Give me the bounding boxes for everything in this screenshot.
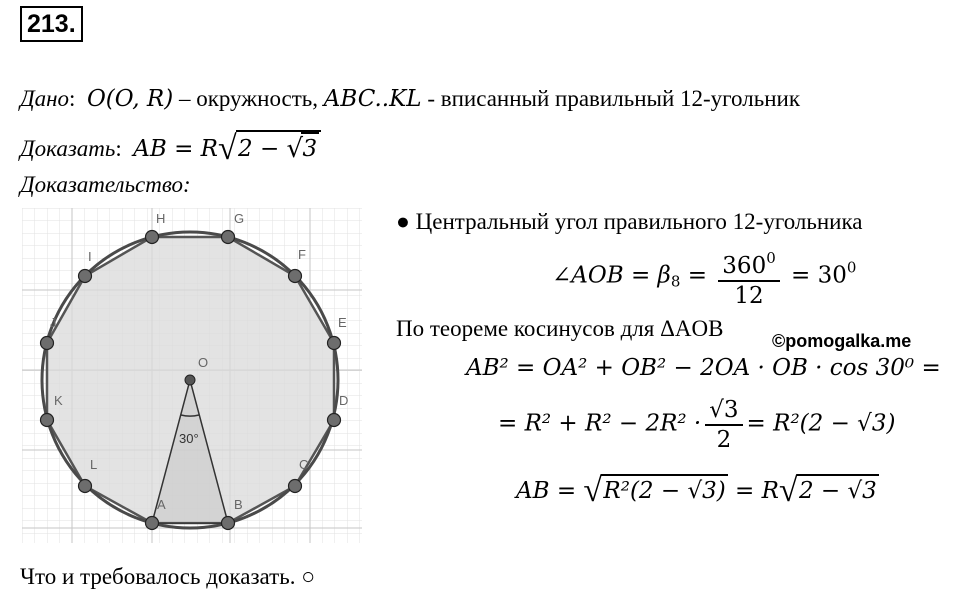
prove-label: Доказать	[20, 136, 116, 161]
vertex-label-d: D	[339, 393, 349, 408]
watermark: ©pomogalka.me	[772, 331, 912, 351]
given-rest: - вписанный правильный 12-угольник	[421, 86, 800, 111]
sqrt-1: √ R²(2 − √3)	[583, 472, 726, 509]
step1-formula: ∠AOB = $\beta_8$ = $\frac{360^0}{12}$ = $30^0$	[552, 244, 856, 310]
vertex-label-a: A	[157, 497, 166, 512]
vertex-label-i: I	[88, 249, 92, 264]
angle-label: 30°	[179, 431, 199, 446]
vertex-label-e: E	[338, 315, 347, 330]
given-circle-text: – окружность,	[173, 86, 324, 111]
step1-text: Центральный угол правильного 12-угольника	[415, 209, 863, 234]
step2-line3: AB = √ R²(2 − √3) = R √ 2 − √3	[516, 472, 877, 509]
step2-line1: AB² = OA² + OB² − 2OA · OB · cos 30⁰ =	[466, 355, 941, 381]
vertex-label-k: K	[54, 393, 63, 408]
polygon-figure	[22, 205, 364, 545]
step2-text: По теореме косинусов для ΔAOB	[396, 316, 724, 341]
problem-number: 213.	[20, 6, 83, 42]
center-label: O	[198, 355, 209, 370]
vertex-label-l: L	[90, 457, 98, 472]
sqrt-2: √ 2 − √3	[778, 472, 877, 509]
vertex-label-j: J	[50, 315, 57, 330]
center-point	[185, 375, 195, 385]
step1-text-line	[396, 209, 863, 235]
given-circle: O(O, R)	[86, 86, 174, 112]
vertex-label-b: B	[234, 497, 243, 512]
proof-label: Доказательство:	[20, 172, 191, 197]
vertex-label-g: G	[234, 211, 245, 226]
prove-lhs: AB = R	[133, 136, 218, 162]
conclusion: Что и требовалось доказать. ○	[20, 564, 316, 589]
step2-fraction: $\frac{√3}{2}$	[705, 396, 742, 454]
vertex-label-f: F	[298, 247, 306, 262]
prove-sqrt: √ 2 − √ 3	[218, 130, 321, 164]
prove-line: Доказать: AB = R √ 2 − √ 3	[20, 130, 321, 164]
step1-fraction: $\frac{360^0}{12}$	[718, 244, 779, 310]
given-line: Дано: O(O, R) – окружность, ABC..KL - вписанный правильный 12-угольник	[20, 86, 800, 112]
given-polygon: ABC..KL	[323, 86, 422, 112]
given-label: Дано	[20, 86, 70, 111]
vertex-label-h: H	[156, 211, 166, 226]
step2-line2: = R² + R² − 2R² · $\frac{√3}{2}$ = R²(2 − √3)	[498, 397, 896, 453]
vertex-label-c: C	[299, 457, 309, 472]
bullet: ●	[396, 209, 410, 234]
